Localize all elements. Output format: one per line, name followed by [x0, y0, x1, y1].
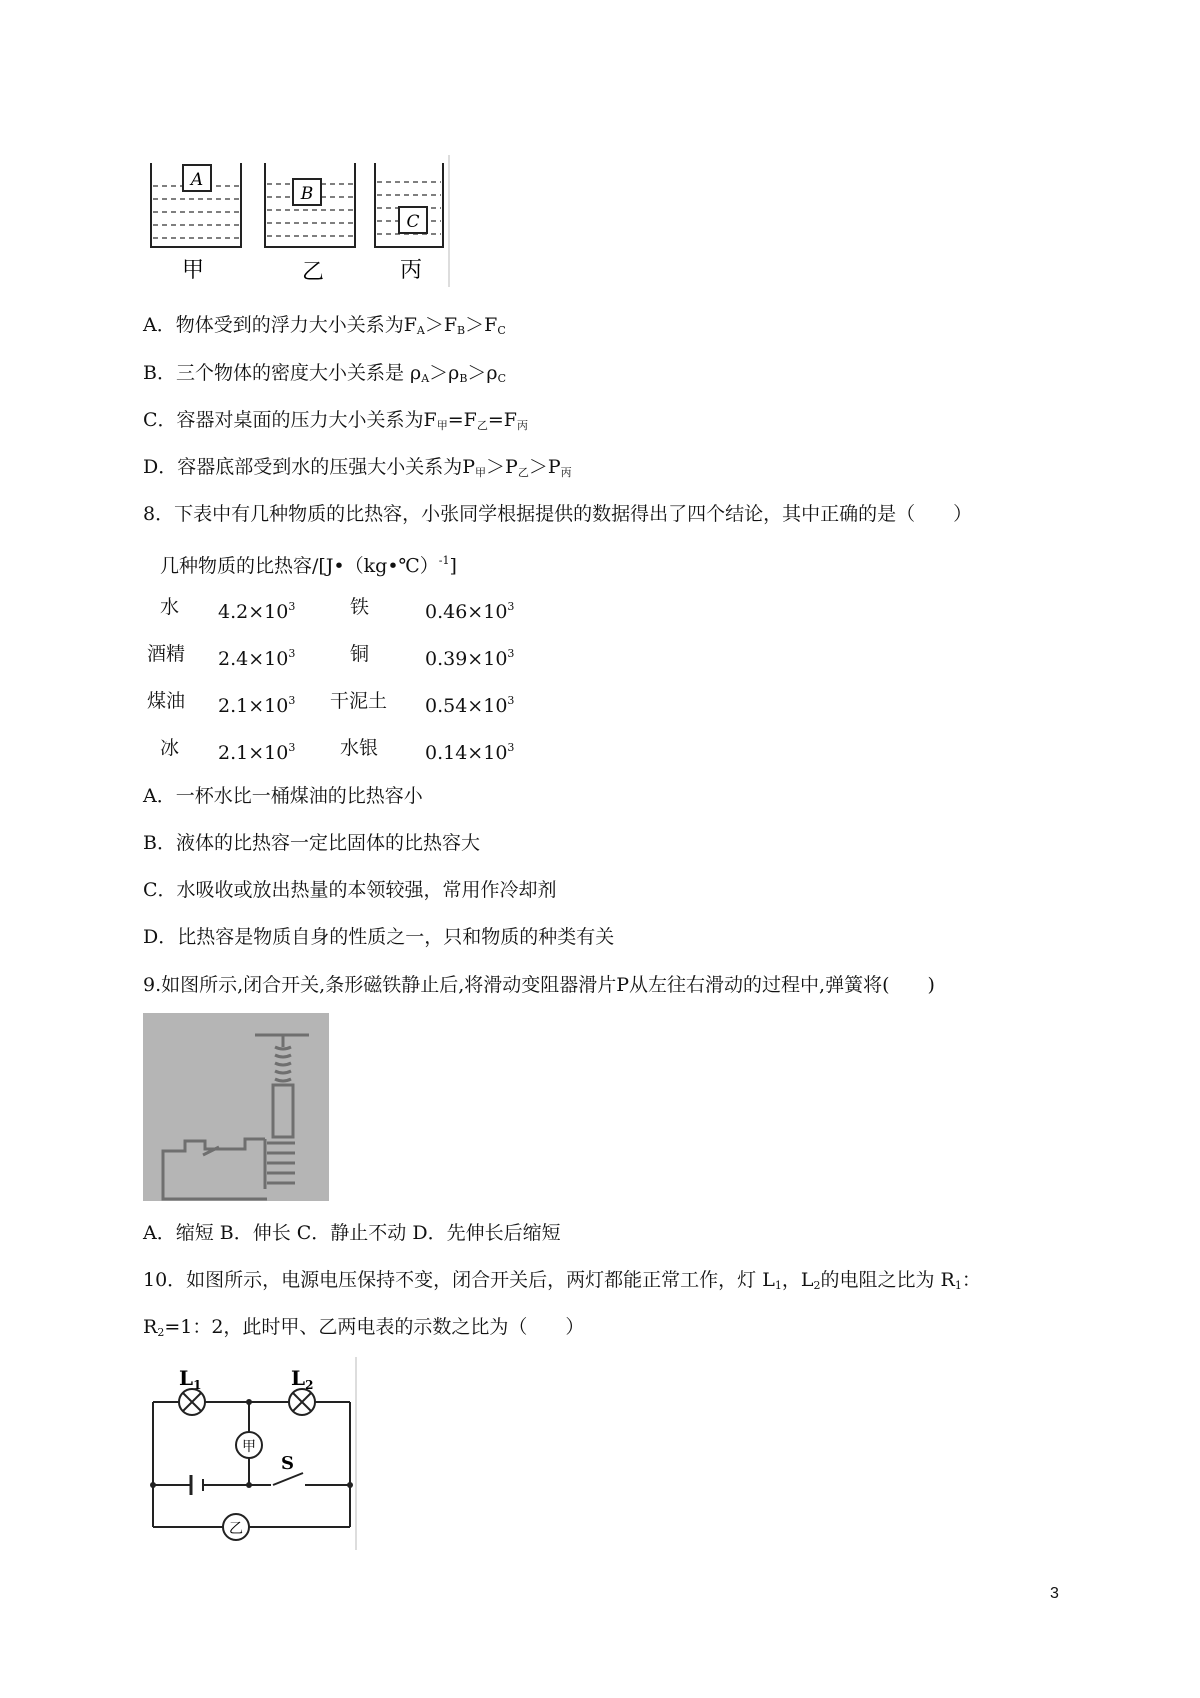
page-number: 3: [1050, 1585, 1059, 1602]
value-cell: $0.14\times 10^3$: [425, 741, 515, 764]
lamp-L2-label: $L_2$: [291, 1366, 314, 1392]
q8-table-title: 几种物质的比热容/[J•（kg•℃）$^{-1}$]: [160, 554, 457, 577]
figure-circuit: [143, 1357, 359, 1550]
q7-option-c: C．容器对桌面的压力大小关系为$F_甲=F_乙=F_丙$: [143, 409, 528, 432]
label-A: A: [190, 170, 204, 190]
q10-stem-line2: $R_2=1$：2，此时甲、乙两电表的示数之比为（ ）: [143, 1316, 585, 1339]
q9-stem: 9.如图所示,闭合开关,条形磁铁静止后,将滑动变阻器滑片P从左往右滑动的过程中,弹簧将( ): [143, 974, 935, 996]
table-row: 冰: [160, 737, 180, 759]
name-cell: 干泥土: [330, 690, 388, 712]
value-cell: $2.1\times 10^3$: [218, 741, 296, 764]
q8-option-c: C．水吸收或放出热量的本领较强，常用作冷却剂: [143, 879, 557, 901]
q8-option-d: D．比热容是物质自身的性质之一，只和物质的种类有关: [143, 926, 615, 948]
name-cell: 铁: [350, 596, 370, 618]
value-cell: $0.46\times 10^3$: [425, 600, 515, 623]
label-C: C: [406, 212, 420, 232]
figure-magnet-circuit: [143, 1013, 329, 1201]
value-cell: $2.4\times 10^3$: [218, 647, 296, 670]
q8-option-a: A．一杯水比一桶煤油的比热容小: [143, 785, 423, 807]
meter-jia-label: 甲: [242, 1439, 256, 1455]
value-cell: $0.54\times 10^3$: [425, 694, 515, 717]
q7-option-d: D．容器底部受到水的压强大小关系为$P_甲>P_乙>P_丙$: [143, 456, 572, 479]
meter-yi-label: 乙: [229, 1521, 243, 1537]
value-cell: $2.1\times 10^3$: [218, 694, 296, 717]
value-cell: $0.39\times 10^3$: [425, 647, 515, 670]
lamp-L1-label: $L_1$: [179, 1366, 202, 1392]
switch-S-label: S: [281, 1453, 294, 1474]
figure-containers: [143, 155, 453, 287]
label-B: B: [300, 184, 314, 204]
caption-bing: 丙: [399, 258, 423, 283]
q10-stem-line1: 10．如图所示，电源电压保持不变，闭合开关后，两灯都能正常工作，灯 $L_1$，$L_2$的电阻之比为 $R_1$：: [143, 1269, 981, 1292]
q7-option-a: A．物体受到的浮力大小关系为$F_A>F_B>F_C$: [143, 314, 506, 337]
q7-option-b: B．三个物体的密度大小关系是 $\rho_A>\rho_B>\rho_C$: [143, 362, 506, 385]
q8-option-b: B．液体的比热容一定比固体的比热容大: [143, 832, 480, 854]
q9-options: A．缩短 B．伸长 C．静止不动 D．先伸长后缩短: [143, 1222, 561, 1244]
caption-jia: 甲: [181, 258, 205, 283]
table-row: 煤油: [147, 690, 186, 712]
caption-yi: 乙: [301, 260, 325, 285]
name-cell: 铜: [350, 643, 370, 665]
table-row: 酒精: [147, 643, 186, 665]
name-cell: 水银: [340, 737, 379, 759]
table-row: 水: [160, 596, 180, 618]
q8-stem: 8．下表中有几种物质的比热容，小张同学根据提供的数据得出了四个结论，其中正确的是（ ）: [143, 503, 973, 525]
value-cell: $4.2\times 10^3$: [218, 600, 296, 623]
